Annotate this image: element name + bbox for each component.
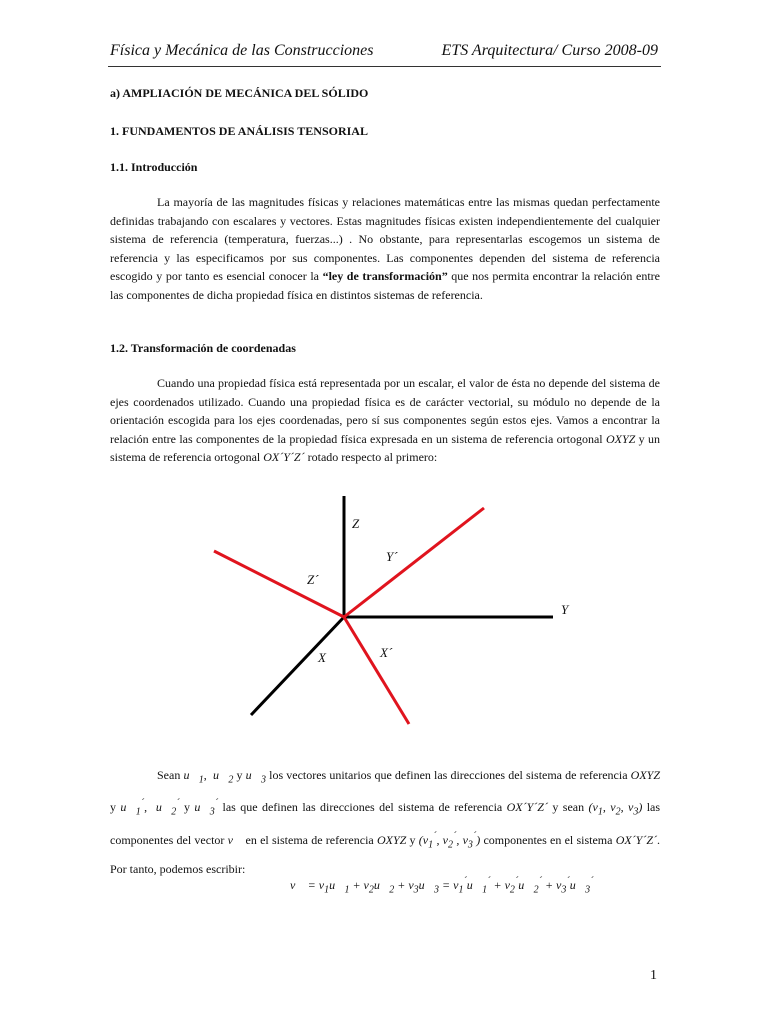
transformation-law-term: “ley de transformación”: [322, 269, 448, 283]
section-1-2-heading: 1.2. Transformación de coordenadas: [110, 341, 296, 355]
header-course: Física y Mecánica de las Construcciones: [110, 42, 374, 59]
z-label: Z: [352, 516, 360, 531]
x-axis: [251, 617, 344, 715]
unit-vector-u2: $u⃗_2$: [213, 768, 234, 786]
unit-vector-u3-prime: $u⃗_3^´$: [194, 798, 219, 818]
x-label: X: [318, 650, 326, 665]
unit-vector-u2-prime: $u⃗_2^´$: [155, 798, 180, 818]
coordinates-paragraph: Cuando una propiedad física está representada por un escalar, el valor de ésta no depende del sistema de ejes coordenados utilizado. Cuando una propiedad física es de carácter vectorial, su módulo no depende de la orientación escogida para los ejes coordenadas, pero sí sus componentes según estos ejes. Vamos a encontrar la relación entre las componentes de la propiedad física expresada en un sistema de referencia ortogonal OXYZ y un sistema de referencia ortogonal OX´Y´Z´ rotado respecto al primero:: [110, 376, 661, 464]
section-1-heading: 1. FUNDAMENTOS DE ANÁLISIS TENSORIAL: [110, 124, 368, 138]
vector-v: v⃗: [227, 832, 243, 847]
page-number: 1: [650, 968, 657, 983]
y-label: Y: [561, 602, 569, 617]
x-prime-label: X´: [380, 645, 393, 660]
section-a-heading: a) AMPLIACIÓN DE MECÁNICA DEL SÓLIDO: [110, 86, 369, 100]
unit-vector-u1-prime: $u⃗_1^´$: [120, 798, 145, 818]
y-prime-label: Y´: [386, 549, 398, 564]
z-prime-label: Z´: [307, 572, 319, 587]
components-original: ($v_1$, $v_2$, $v_3$): [588, 800, 643, 818]
header-school: ETS Arquitectura/ Curso 2008-09: [441, 42, 658, 59]
unit-vector-u1: $u⃗_1$: [183, 768, 204, 786]
original-axes: [251, 496, 553, 715]
unit-vector-u3: $u⃗_3$: [245, 768, 266, 786]
components-rotated: ($v_1^´$, $v_2^´$, $v_3^´$): [418, 830, 481, 851]
z-prime-axis: [214, 551, 344, 617]
section-1-1-heading: 1.1. Introducción: [110, 160, 198, 174]
y-prime-axis: [344, 508, 484, 617]
x-prime-axis: [344, 617, 409, 724]
unit-vectors-paragraph: Sean $u⃗_1$, $u⃗_2$ y $u⃗_3$ los vectores unitarios que definen las direcciones del sistema de referencia OXYZ y $u⃗_1^´$, $u⃗_2^´$ y $u⃗_3^´$ las que definen las direcciones del sistema de referencia OX´Y´Z´ y sean ($v_1$, $v_2$, $v_3$) las componentes del vector v⃗ en el sistema de referencia OXYZ y ($v_1^´$, $v_2^´$, $v_3^´$) componentes en el sistema OX´Y´Z´. Por tanto, podemos escribir:: [110, 768, 661, 877]
intro-paragraph: La mayoría de las magnitudes físicas y relaciones matemáticas entre las mismas quedan perfectamente definidas trabajando con escalares y vectores. Estas magnitudes físicas existen independientemente del cualquier sistema de referencia (temperatura, fuerzas...) . No obstante, para representarlas escogemos un sistema de referencia y las especificamos por sus componentes. Las componentes dependen del sistema de referencia escogido y por tanto es esencial conocer la “ley de transformación” que nos permita encontrar la relación entre las componentes de dicha propiedad física en distintos sistemas de referencia.: [110, 195, 660, 302]
vector-decomposition-equation: v⃗ = $v_1u⃗_1$ + $v_2u⃗_2$ + $v_3u⃗_3$ = $v_1^´u⃗_1^´$ + $v_2^´u⃗_2^´$ + $v_3^´u⃗_3^´$: [290, 876, 594, 896]
